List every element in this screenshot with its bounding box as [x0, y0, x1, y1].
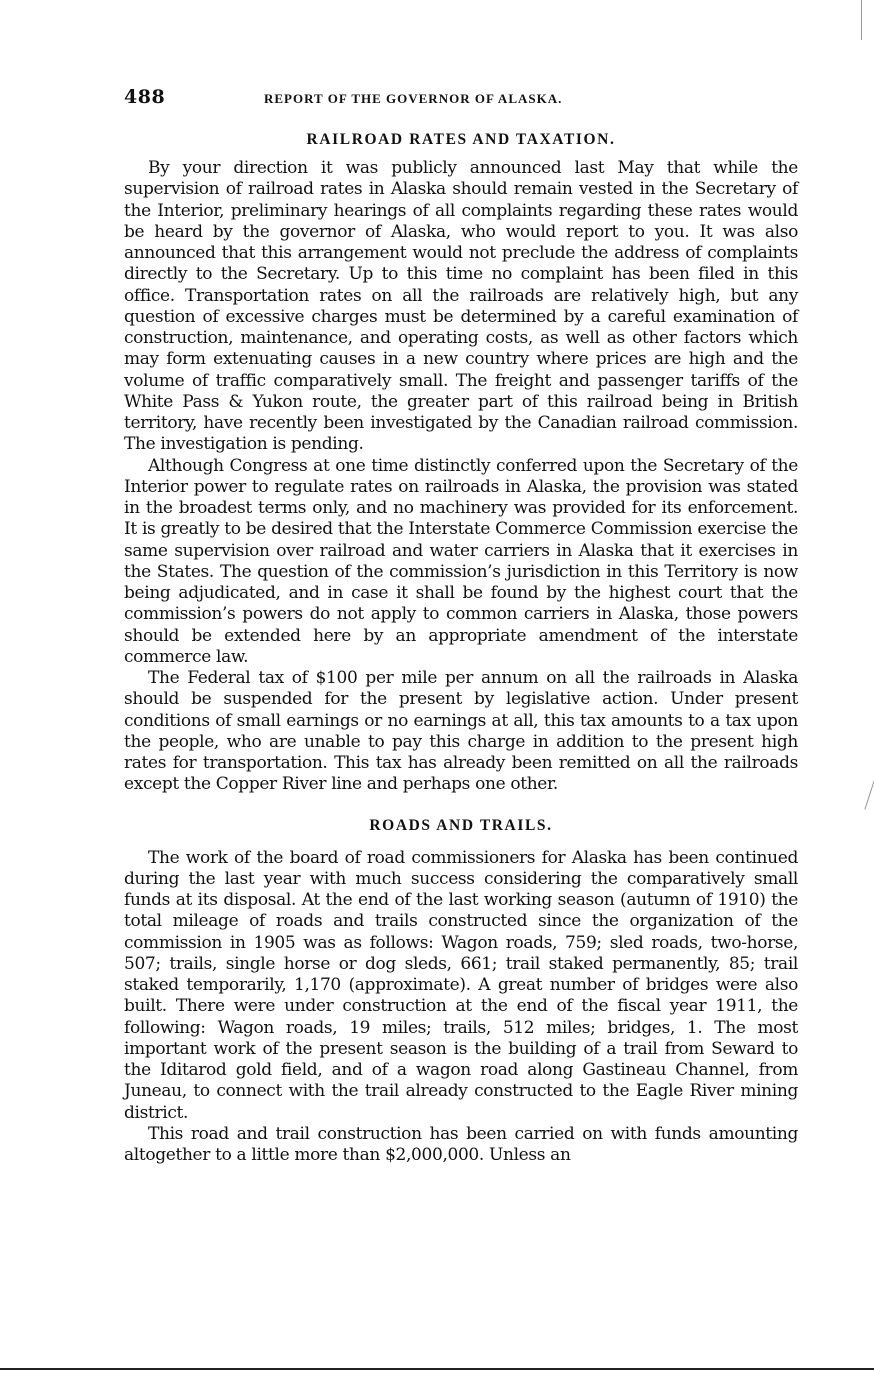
running-title: REPORT OF THE GOVERNOR OF ALASKA.: [264, 91, 563, 106]
body-text: [124, 126, 798, 1166]
margin-scan-mark: [862, 780, 874, 809]
section-heading: ROADS AND TRAILS.: [369, 816, 553, 834]
page-number: 488: [124, 86, 166, 108]
running-header: [124, 86, 796, 114]
section-roads-and-trails: [124, 812, 798, 1167]
section-heading: RAILROAD RATES AND TAXATION.: [306, 131, 616, 148]
margin-scan-mark: [859, 0, 862, 40]
section-railroad-rates: [124, 126, 798, 796]
paragraph: This road and trail construction has been carried on with funds amounting altogether to a little more than $2,000,000. Unless an: [124, 1123, 798, 1165]
paragraph: Although Congress at one time distinctly conferred upon the Secretary of the Interior power to regulate rates on railroads in Alaska, the provision was stated in the broadest terms only, and no machinery was provided for its enforcement. It is greatly to be desired that the Interstate Commerce Commission exercise the same supervision over railroad and water carriers in Alaska that it exercises in the States. The question of the commission’s jurisdiction in this Territory is now being adjudicated, and in case it shall be found by the highest court that the commission’s powers do not apply to common carriers in Alaska, those powers should be extended here by an appropriate amendment of the interstate commerce law.: [124, 455, 798, 667]
paragraph: The work of the board of road commissioners for Alaska has been continued during the last year with much success considering the comparatively small funds at its disposal. At the end of the last working season (autumn of 1910) the total mileage of roads and trails constructed since the organization of the commission in 1905 was as follows: Wagon roads, 759; sled roads, two-horse, 507; trails, single horse or dog sleds, 661; trail staked permanently, 85; trail staked temporarily, 1,170 (approximate). A great number of bridges were also built. There were under construction at the end of the fiscal year 1911, the following: Wagon roads, 19 miles; trails, 512 miles; bridges, 1. The most important work of the present season is the building of a trail from Seward to the Iditarod gold field, and of a wagon road along Gastineau Channel, from Juneau, to connect with the trail already constructed to the Eagle River mining district.: [124, 847, 798, 1123]
paragraph: By your direction it was publicly announced last May that while the supervision of railroad rates in Alaska should remain vested in the Secretary of the Interior, preliminary hearings of all complaints regarding these rates would be heard by the governor of Alaska, who would report to you. It was also announced that this arrangement would not preclude the address of complaints directly to the Secretary. Up to this time no complaint has been filed in this office. Transportation rates on all the railroads are relatively high, but any question of excessive charges must be determined by a careful examination of construction, maintenance, and operating costs, as well as other factors which may form extenuating causes in a new country where prices are high and the volume of traffic comparatively small. The freight and passenger tariffs of the White Pass & Yukon route, the greater part of this railroad being in British territory, have recently been investigated by the Canadian railroad commission. The investigation is pending.: [124, 158, 798, 455]
paragraph: The Federal tax of $100 per mile per annum on all the railroads in Alaska should be suspended for the present by legislative action. Under present conditions of small earnings or no earnings at all, this tax amounts to a tax upon the people, who are unable to pay this charge in addition to the present high rates for transportation. This tax has already been remitted on all the railroads except the Copper River line and perhaps one other.: [124, 668, 798, 795]
page-bottom-edge: [0, 1368, 874, 1370]
